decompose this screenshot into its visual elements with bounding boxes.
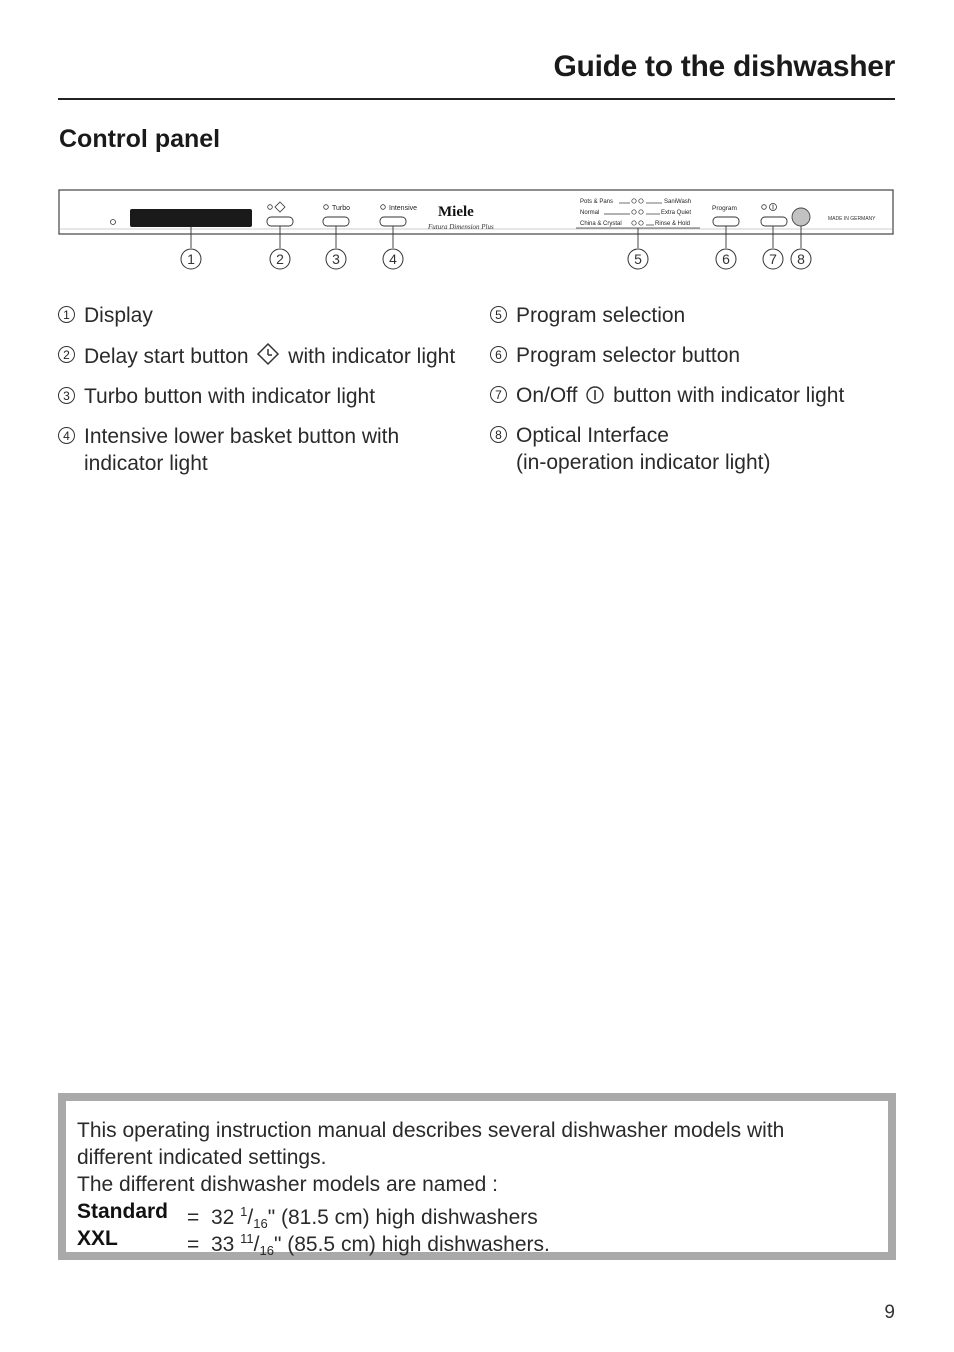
- legend-number: 3: [58, 387, 75, 404]
- control-panel-drawing: [0, 185, 954, 285]
- program-china-crystal: China & Crystal: [580, 221, 622, 227]
- legend-number: 6: [490, 346, 507, 363]
- display-window: [130, 209, 252, 227]
- intensive-button: [380, 217, 406, 226]
- note-line: The different dishwasher models are named :: [77, 1173, 499, 1196]
- callout-7: 7: [769, 251, 777, 267]
- intensive-label: Intensive: [389, 205, 418, 212]
- legend-text: Program selector button: [516, 344, 741, 367]
- callout-2: 2: [276, 251, 284, 267]
- page-header-title: Guide to the dishwasher: [553, 50, 895, 83]
- legend-text: with indicator light: [288, 345, 456, 368]
- models-note-box: [58, 1093, 896, 1260]
- legend-left-column: [58, 302, 458, 490]
- model-name: XXL: [77, 1227, 118, 1250]
- callout-8: 8: [797, 251, 805, 267]
- legend-right-column: [490, 302, 910, 489]
- legend-item-turbo: [58, 383, 458, 410]
- model-height: = 32 $^1/_{16}$" (81.5 cm) high dishwashers: [187, 1204, 538, 1231]
- legend-item-delay-start: [58, 342, 458, 370]
- program-saniwash: SaniWash: [664, 199, 692, 205]
- program-button: [713, 217, 739, 226]
- program-label: Program: [712, 205, 737, 212]
- series-logo: Futura Dimension Plus: [428, 223, 494, 231]
- model-row-xxl: [77, 1225, 874, 1258]
- legend-number: 2: [58, 346, 75, 363]
- legend-text: Intensive lower basket button with indicator light: [84, 425, 400, 475]
- callout-4: 4: [389, 251, 397, 267]
- legend-text-secondary: (in-operation indicator light): [516, 451, 771, 474]
- legend-number: 4: [58, 427, 75, 444]
- legend-number: 5: [490, 306, 507, 323]
- section-title: Control panel: [59, 125, 221, 153]
- legend-item-intensive: [58, 423, 458, 477]
- models-note-content: [66, 1101, 888, 1258]
- control-panel-diagram: [0, 185, 954, 285]
- program-rinse-hold: Rinse & Hold: [655, 221, 691, 227]
- delay-start-icon: [256, 342, 280, 366]
- model-row-standard: [77, 1198, 874, 1231]
- program-pots-pans: Pots & Pans: [580, 199, 614, 205]
- made-in-germany: MADE IN GERMANY: [828, 216, 876, 222]
- turbo-label: Turbo: [332, 205, 351, 212]
- legend-number: 8: [490, 426, 507, 443]
- model-name: Standard: [77, 1200, 169, 1223]
- legend-text: button with indicator light: [613, 384, 845, 407]
- program-extra-quiet: Extra Quiet: [661, 210, 692, 216]
- turbo-button: [323, 217, 349, 226]
- callout-5: 5: [634, 251, 642, 267]
- miele-logo: Miele: [438, 204, 474, 220]
- power-icon: [585, 385, 605, 405]
- note-line: different indicated settings.: [77, 1146, 327, 1169]
- program-normal: Normal: [580, 210, 600, 216]
- note-line: This operating instruction manual describes several dishwasher models with: [77, 1119, 785, 1142]
- legend-item-program-selection: [490, 302, 910, 329]
- legend-item-optical-interface: [490, 422, 910, 476]
- legend-text: Program selection: [516, 304, 686, 327]
- legend-item-program-selector: [490, 342, 910, 369]
- header-rule: [58, 98, 895, 100]
- legend-text: Optical Interface: [516, 424, 669, 447]
- legend-text: On/Off: [516, 384, 578, 407]
- page-number: 9: [884, 1302, 895, 1323]
- delay-start-button: [267, 217, 293, 226]
- legend-text: Turbo button with indicator light: [84, 385, 376, 408]
- callout-6: 6: [722, 251, 730, 267]
- legend-item-onoff: [490, 382, 910, 409]
- legend-text: Display: [84, 304, 153, 327]
- legend-number: 1: [58, 306, 75, 323]
- legend-text: Delay start button: [84, 345, 249, 368]
- onoff-button: [761, 217, 787, 226]
- optical-interface: [792, 208, 810, 226]
- callout-3: 3: [332, 251, 340, 267]
- model-height: = 33 $^{11}/_{16}$" (85.5 cm) high dishwashers.: [187, 1231, 550, 1258]
- callout-1: 1: [187, 251, 195, 267]
- legend-item-display: [58, 302, 458, 329]
- legend-number: 7: [490, 386, 507, 403]
